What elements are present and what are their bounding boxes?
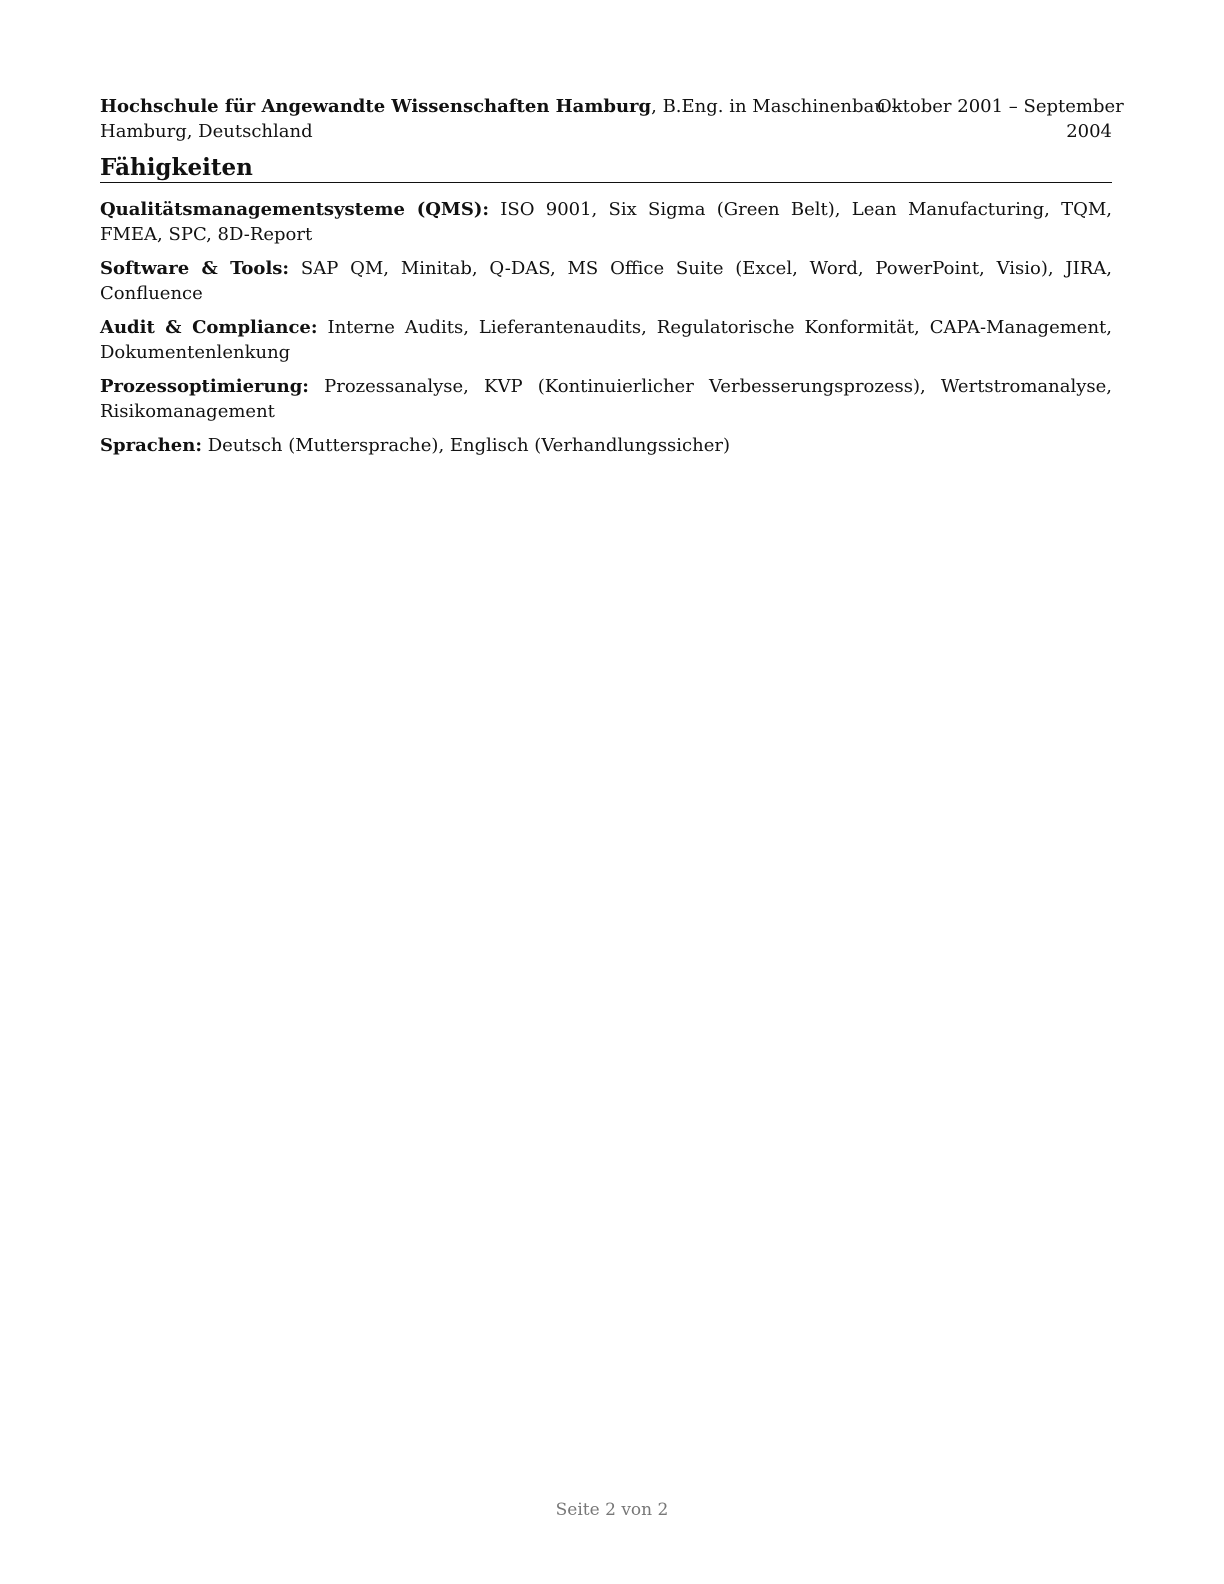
skill-value: Prozessanalyse, KVP (Kontinuierlicher Verbesserungsprozess), Wertstromanalyse, Risikomanagement [100, 376, 1112, 422]
education-location: Hamburg, Deutschland [100, 121, 313, 142]
skill-value: SAP QM, Minitab, Q-DAS, MS Office Suite (Excel, Word, PowerPoint, Visio), JIRA, Confluence [100, 258, 1112, 304]
skill-item-prozessoptimierung [100, 374, 1112, 424]
page-number-footer: Seite 2 von 2 [555, 1500, 669, 1520]
skill-value: ISO 9001, Six Sigma (Green Belt), Lean Manufacturing, TQM, FMEA, SPC, 8D-Report [100, 199, 1112, 245]
education-dates-line-1: Oktober 2001 – September [877, 96, 1124, 117]
education-institution: Hochschule für Angewandte Wissenschaften Hamburg [100, 96, 652, 117]
skill-item-sprachen [100, 433, 1112, 458]
education-main [100, 94, 977, 144]
education-entry [100, 94, 1124, 144]
education-dates [877, 94, 1124, 144]
resume-page [100, 94, 1124, 467]
skills-list [100, 197, 1112, 458]
skill-item-qms [100, 197, 1112, 247]
skills-section-title: Fähigkeiten [100, 154, 1112, 183]
skill-item-software-tools [100, 256, 1112, 306]
skill-label: Qualitätsmanagementsysteme (QMS): [100, 199, 490, 220]
skill-label: Prozessoptimierung: [100, 376, 309, 397]
education-dates-line-2: 2004 [1066, 121, 1112, 142]
skill-label: Audit & Compliance: [100, 317, 318, 338]
skill-value: Deutsch (Muttersprache), Englisch (Verhandlungssicher) [201, 435, 731, 456]
skill-value: Interne Audits, Lieferantenaudits, Regulatorische Konformität, CAPA-Management, Dokumentenlenkung [100, 317, 1112, 363]
skill-label: Sprachen: [100, 435, 202, 456]
skill-label: Software & Tools: [100, 258, 290, 279]
skill-item-audit-compliance [100, 315, 1112, 365]
education-line-1 [100, 94, 977, 119]
education-degree: , B.Eng. in Maschinenbau – [651, 96, 901, 117]
